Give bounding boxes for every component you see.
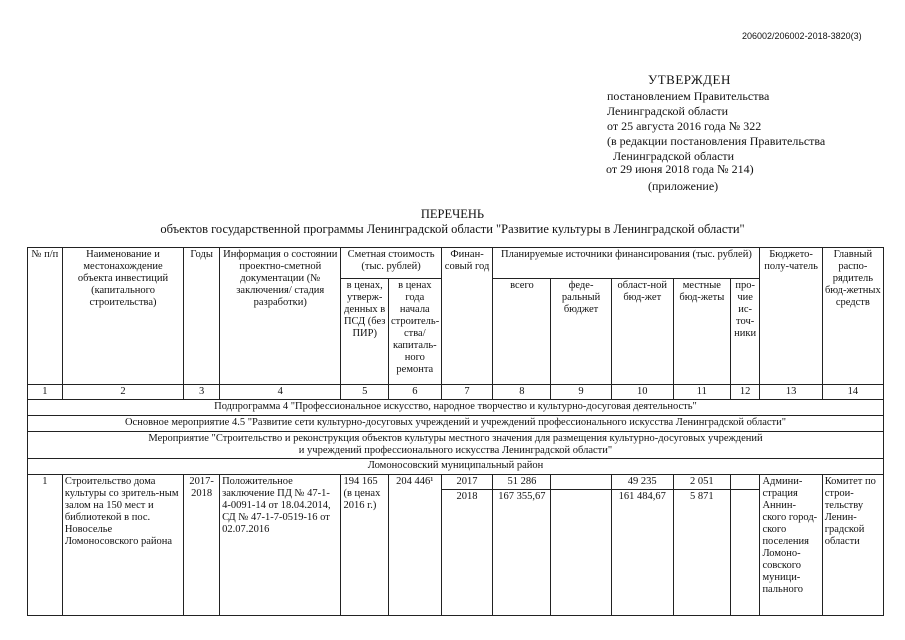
row-src-local: 2 051 xyxy=(673,475,730,490)
row-cost-psd: 194 165 (в ценах 2016 г.) xyxy=(341,475,388,616)
row-src-federal xyxy=(551,475,611,490)
header-src-federal: феде-ральный бюджет xyxy=(551,279,611,385)
header-manager: Главный распо-рядитель бюд-жетных средств xyxy=(822,248,883,385)
approval-line: Ленинградской области xyxy=(613,149,735,163)
header-cost-psd: в ценах, утверж-денных в ПСД (без ПИР) xyxy=(341,279,388,385)
district-title: Ломоносовский муниципальный район xyxy=(28,459,884,475)
header-info: Информация о состоянии проектно-сметной документации (№ заключения/ стадия разработки) xyxy=(220,248,341,385)
col-number: 3 xyxy=(184,385,220,400)
document-title: ПЕРЕЧЕНЬ xyxy=(420,207,485,221)
approval-line: от 29 июня 2018 года № 214) xyxy=(606,162,754,176)
row-manager: Комитет по строи-тельству Ленин-градской области xyxy=(822,475,883,616)
row-src-other xyxy=(730,475,760,490)
header-sources: Планируемые источники финансирования (тыс. рублей) xyxy=(493,248,760,279)
row-src-regional: 49 235 xyxy=(611,475,673,490)
row-src-total: 51 286 xyxy=(493,475,551,490)
header-cost: Сметная стоимость (тыс. рублей) xyxy=(341,248,441,279)
col-number: 9 xyxy=(551,385,611,400)
row-years: 2017-2018 xyxy=(184,475,220,616)
col-number: 6 xyxy=(388,385,441,400)
row-recipient: Админи-страция Аннин-ского город-ского поселения Ломоно-совского муници-пального xyxy=(760,475,822,616)
col-number: 12 xyxy=(730,385,760,400)
col-number: 7 xyxy=(441,385,493,400)
col-number: 13 xyxy=(760,385,822,400)
district-row xyxy=(28,459,884,475)
header-cost-start: в ценах года начала строитель-ства/ капиталь-ного ремонта xyxy=(388,279,441,385)
col-number: 10 xyxy=(611,385,673,400)
col-number: 1 xyxy=(28,385,63,400)
column-numbers-row xyxy=(28,385,884,400)
row-cost-start: 204 446¹ xyxy=(388,475,441,616)
header-fin-year: Финан-совый год xyxy=(441,248,493,385)
subprogram-title: Подпрограмма 4 "Профессиональное искусство, народное творчество и культурно-досуговая деятельность" xyxy=(28,400,884,416)
event-title xyxy=(28,432,884,459)
event-row xyxy=(28,432,884,459)
row-num: 1 xyxy=(28,475,63,616)
header-src-local: местные бюд-жеты xyxy=(673,279,730,385)
approval-line: от 25 августа 2016 года № 322 xyxy=(607,119,762,133)
row-src-regional: 161 484,67 xyxy=(611,490,673,616)
row-name: Строительство дома культуры со зритель-ным залом на 150 мест и библиотекой в пос. Новоселье Ломоносовского района xyxy=(62,475,183,616)
approval-line: Ленинградской области xyxy=(607,104,729,118)
approval-line: (в редакции постановления Правительства xyxy=(607,134,826,148)
approval-line: постановлением Правительства xyxy=(607,89,770,103)
event-title-line: Мероприятие "Строительство и реконструкция объектов культуры местного значения для размещения культурно-досуговых учреждений xyxy=(148,433,763,444)
main-event-row xyxy=(28,416,884,432)
event-title-line: и учреждений профессионального искусства Ленинградской области" xyxy=(298,445,613,456)
header-num: № п/п xyxy=(28,248,63,385)
row-src-federal xyxy=(551,490,611,616)
document-number: 206002/206002-2018-3820(3) xyxy=(742,31,862,41)
investment-objects-table xyxy=(27,247,884,616)
subprogram-row xyxy=(28,400,884,416)
col-number: 8 xyxy=(493,385,551,400)
header-src-other: про-чие ис-точ-ники xyxy=(730,279,760,385)
main-event-title: Основное мероприятие 4.5 "Развитие сети культурно-досуговых учреждений и учреждений профессионального искусства Ленинградской области" xyxy=(28,416,884,432)
table-row xyxy=(28,475,884,490)
col-number: 14 xyxy=(822,385,883,400)
row-info: Положительное заключение ПД № 47-1-4-0091-14 от 18.04.2014, СД № 47-1-7-0519-16 от 02.07.2016 xyxy=(220,475,341,616)
row-fin-year: 2018 xyxy=(441,490,493,616)
row-src-local: 5 871 xyxy=(673,490,730,616)
header-years: Годы xyxy=(184,248,220,385)
row-src-total: 167 355,67 xyxy=(493,490,551,616)
header-row xyxy=(28,248,884,279)
col-number: 5 xyxy=(341,385,388,400)
col-number: 2 xyxy=(62,385,183,400)
header-recipient: Бюджето-полу-чатель xyxy=(760,248,822,385)
approval-line: (приложение) xyxy=(648,179,719,193)
col-number: 4 xyxy=(220,385,341,400)
document-subtitle: объектов государственной программы Ленинградской области "Развитие культуры в Ленинградской области" xyxy=(160,222,745,236)
header-name: Наименование и местонахождение объекта инвестиций (капитального строительства) xyxy=(62,248,183,385)
header-src-regional: област-ной бюд-жет xyxy=(611,279,673,385)
approval-title: УТВЕРЖДЕН xyxy=(648,72,731,87)
col-number: 11 xyxy=(673,385,730,400)
row-src-other xyxy=(730,490,760,616)
row-fin-year: 2017 xyxy=(441,475,493,490)
header-src-total: всего xyxy=(493,279,551,385)
